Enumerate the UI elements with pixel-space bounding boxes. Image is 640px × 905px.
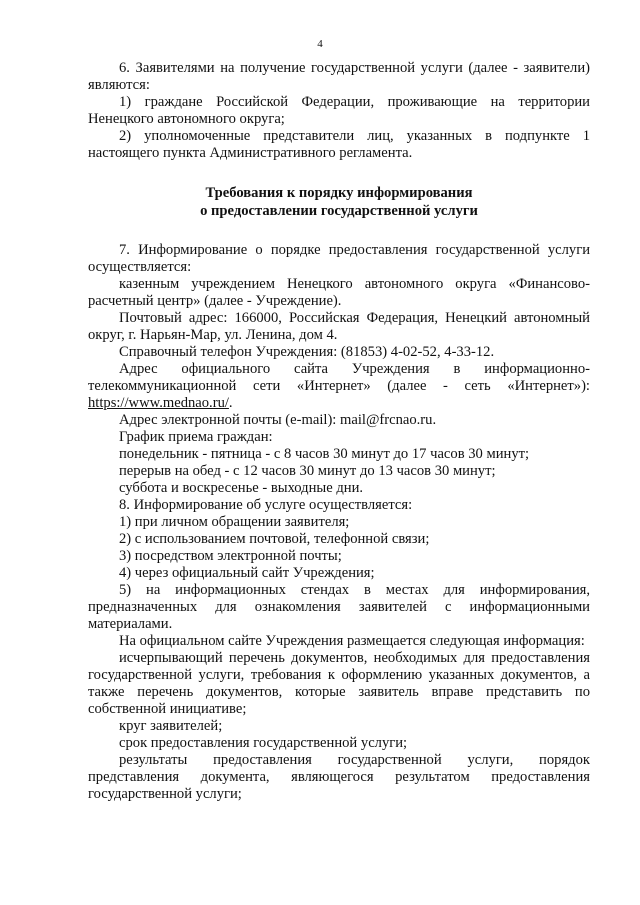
website-end: . (228, 395, 233, 411)
list-item-documents: исчерпывающий перечень документов, необходимых для предоставления государственной услуги, требования к оформлению указанных документов, а также перечень документов, которые заявитель вправе представить по собственной инициативе; (88, 650, 590, 717)
paragraph-8-item-4: 4) через официальный сайт Учреждения; (119, 565, 375, 581)
list-item-results: результаты предоставления государственной услуги, порядок представления документа, являющегося результатом предоставления государственной услуги; (88, 752, 590, 802)
list-item-applicants: круг заявителей; (119, 718, 223, 734)
website-label: Адрес официального сайта Учреждения в информационно-телекоммуникационной сети «Интернет» (далее - сеть «Интернет»): (88, 361, 590, 394)
website-link[interactable]: https://www.mednao.ru/ (88, 395, 229, 411)
paragraph-7-schedule-lunch: перерыв на обед - с 12 часов 30 минут до 13 часов 30 минут; (119, 463, 496, 479)
list-item-term: срок предоставления государственной услуги; (119, 735, 408, 751)
paragraph-8-item-2: 2) с использованием почтовой, телефонной связи; (119, 531, 430, 547)
paragraph-7-website (88, 361, 590, 412)
paragraph-7: 7. Информирование о порядке предоставления государственной услуги осуществляется: (88, 242, 590, 275)
section-heading-line-2: о предоставлении государственной услуги (200, 203, 478, 219)
section-heading (88, 184, 590, 220)
document-body (88, 60, 590, 803)
paragraph-6-item-1: 1) граждане Российской Федерации, проживающие на территории Ненецкого автономного округа; (88, 94, 590, 127)
paragraph-7-email: Адрес электронной почты (e-mail): mail@frcnao.ru. (119, 412, 437, 428)
paragraph-8-item-1: 1) при личном обращении заявителя; (119, 514, 350, 530)
paragraph-site-info: На официальном сайте Учреждения размещается следующая информация: (119, 633, 585, 649)
paragraph-8-item-3: 3) посредством электронной почты; (119, 548, 342, 564)
paragraph-7-phone: Справочный телефон Учреждения: (81853) 4-02-52, 4-33-12. (119, 344, 495, 360)
paragraph-7-schedule-weekend: суббота и воскресенье - выходные дни. (119, 480, 364, 496)
paragraph-8-item-5: 5) на информационных стендах в местах для информирования, предназначенных для ознакомления заявителей с информационными материалами. (88, 582, 590, 632)
paragraph-7-postal-address: Почтовый адрес: 166000, Российская Федерация, Ненецкий автономный округ, г. Нарьян-Мар, ул. Ленина, дом 4. (88, 310, 590, 343)
section-heading-line-1: Требования к порядку информирования (205, 185, 473, 201)
page-number: 4 (317, 38, 323, 50)
paragraph-7-schedule-weekdays: понедельник - пятница - с 8 часов 30 минут до 17 часов 30 минут; (119, 446, 530, 462)
paragraph-7-organization: казенным учреждением Ненецкого автономного округа «Финансово-расчетный центр» (далее - Учреждение). (88, 276, 590, 309)
paragraph-6: 6. Заявителями на получение государственной услуги (далее - заявители) являются: (88, 60, 590, 93)
paragraph-7-schedule-title: График приема граждан: (119, 429, 273, 445)
paragraph-8: 8. Информирование об услуге осуществляется: (119, 497, 413, 513)
paragraph-6-item-2: 2) уполномоченные представители лиц, указанных в подпункте 1 настоящего пункта Административного регламента. (88, 128, 590, 161)
